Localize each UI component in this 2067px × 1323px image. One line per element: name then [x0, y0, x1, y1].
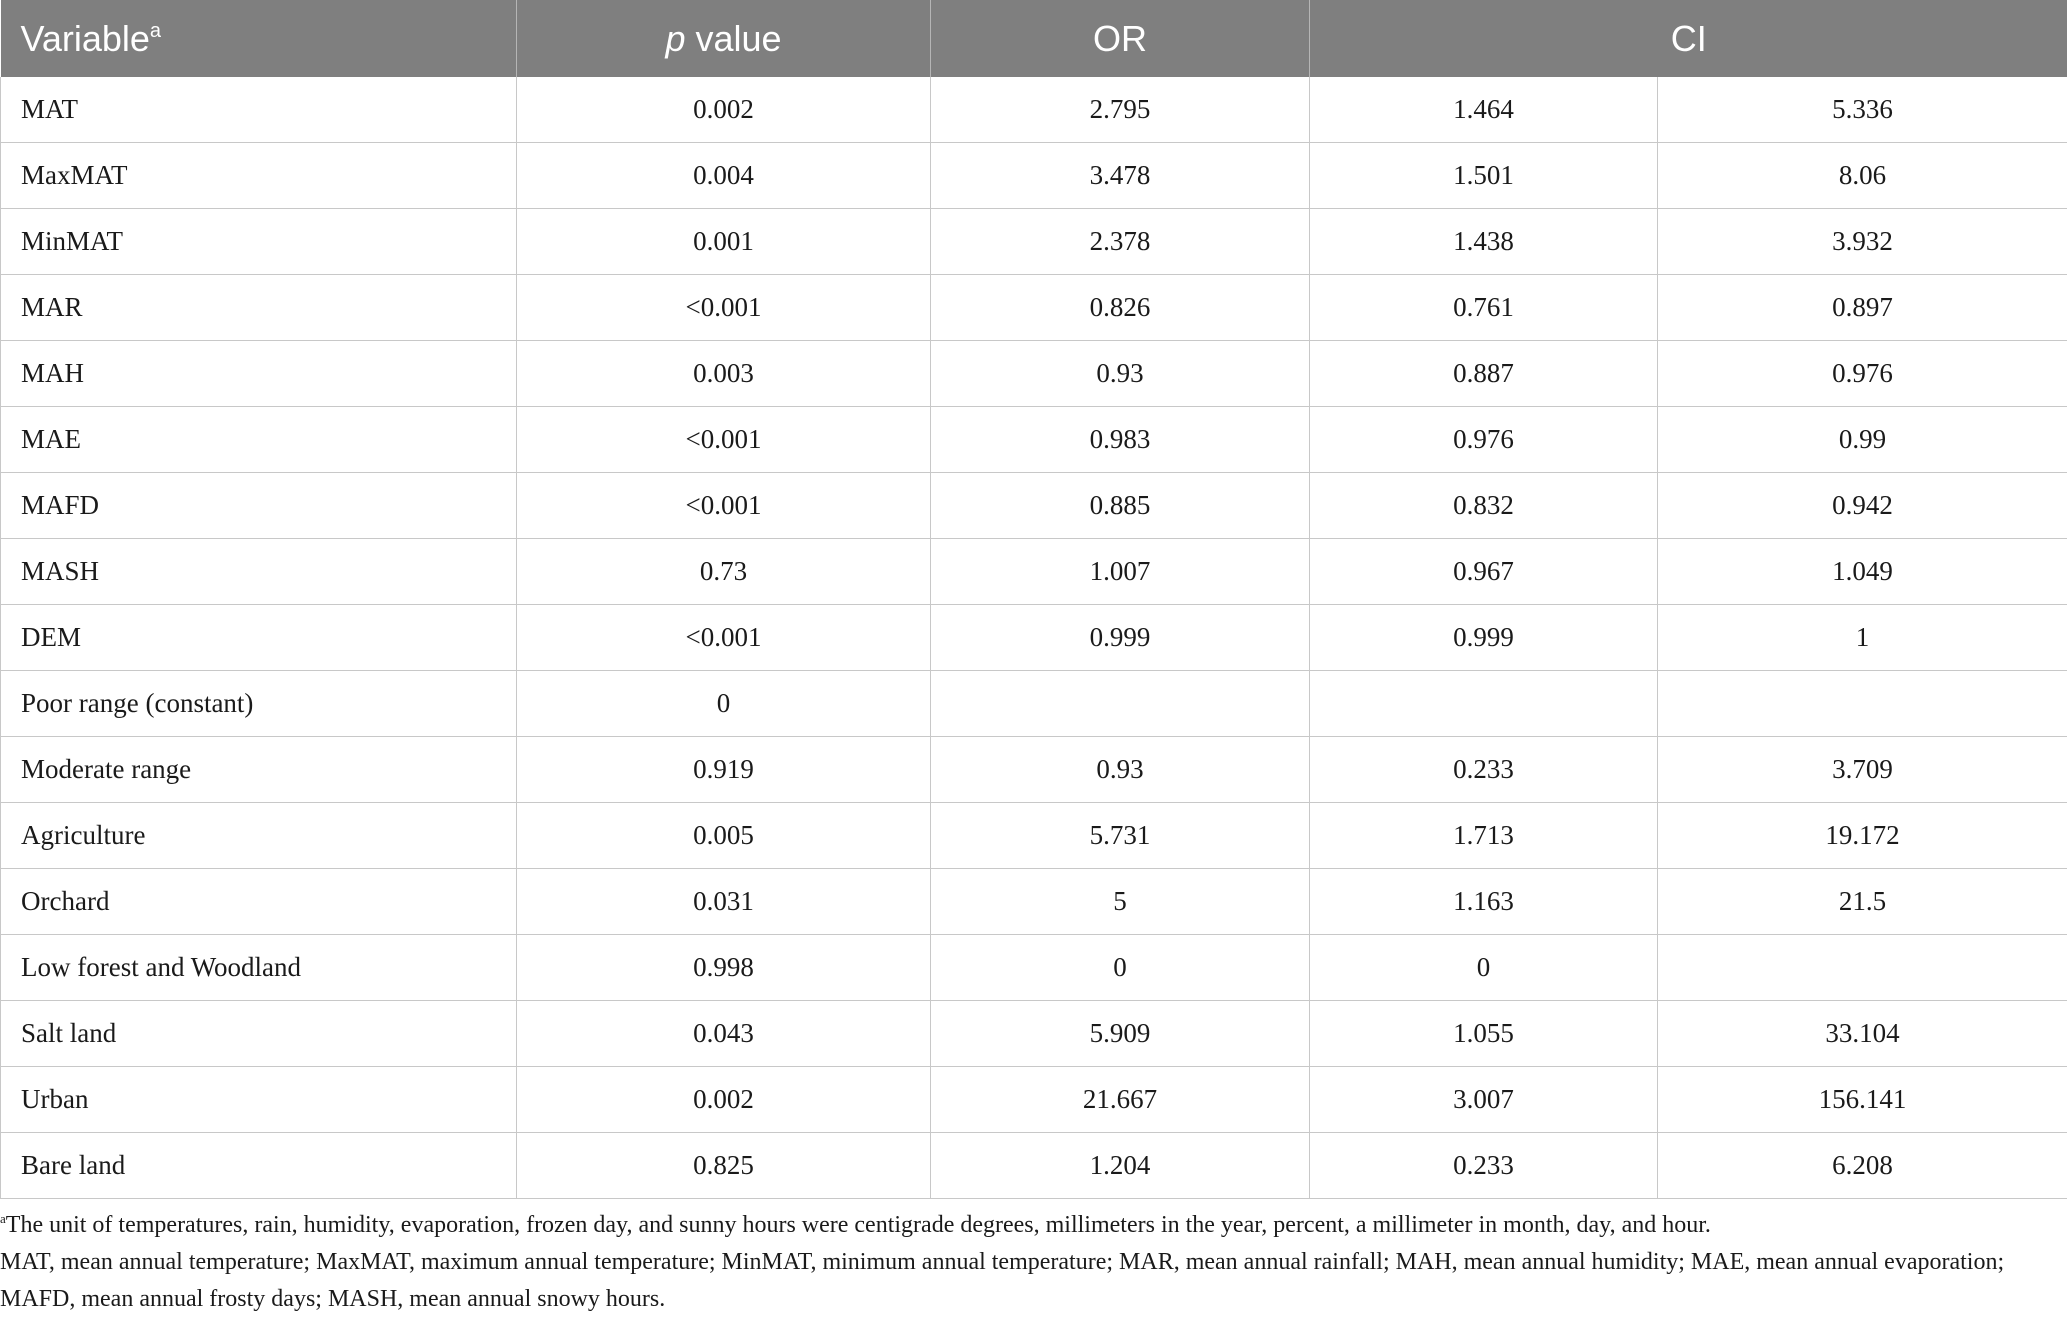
cell-variable: MAE [1, 407, 517, 473]
cell-variable: Orchard [1, 869, 517, 935]
cell-ci-low: 1.713 [1310, 803, 1658, 869]
cell-p-value: 0.031 [517, 869, 931, 935]
cell-ci-low: 1.163 [1310, 869, 1658, 935]
cell-ci-high [1658, 935, 2067, 1001]
table-row [1, 935, 2067, 1001]
cell-p-value: 0.002 [517, 1067, 931, 1133]
footnote-units: $^a$The unit of temperatures, rain, humidity, evaporation, frozen day, and sunny hours were centigrade degrees, millimeters in the year, percent, a millimeter in month, day, and hour. [0, 1211, 1711, 1238]
cell-or: 5.909 [931, 1001, 1310, 1067]
cell-ci-low: 0.761 [1310, 275, 1658, 341]
cell-ci-low [1310, 671, 1658, 737]
cell-variable: MAH [1, 341, 517, 407]
cell-variable: MASH [1, 539, 517, 605]
cell-or: 0.885 [931, 473, 1310, 539]
cell-variable: MAFD [1, 473, 517, 539]
cell-ci-high: 33.104 [1658, 1001, 2067, 1067]
table-row [1, 869, 2067, 935]
cell-or: 0 [931, 935, 1310, 1001]
cell-ci-high: 0.897 [1658, 275, 2067, 341]
cell-ci-low: 0.976 [1310, 407, 1658, 473]
table-row [1, 407, 2067, 473]
table-row [1, 1067, 2067, 1133]
header-or: OR [931, 0, 1310, 77]
cell-or: 2.795 [931, 77, 1310, 143]
cell-ci-high: 8.06 [1658, 143, 2067, 209]
cell-variable: MAR [1, 275, 517, 341]
table-row [1, 275, 2067, 341]
cell-ci-low: 0.887 [1310, 341, 1658, 407]
table-header [1, 0, 2067, 77]
cell-variable: Bare land [1, 1133, 517, 1199]
cell-p-value: 0.998 [517, 935, 931, 1001]
cell-ci-low: 0.233 [1310, 1133, 1658, 1199]
cell-ci-high: 156.141 [1658, 1067, 2067, 1133]
cell-variable: Agriculture [1, 803, 517, 869]
cell-or: 0.93 [931, 737, 1310, 803]
cell-variable: MinMAT [1, 209, 517, 275]
cell-p-value: 0.043 [517, 1001, 931, 1067]
cell-p-value: <0.001 [517, 275, 931, 341]
cell-ci-high: 6.208 [1658, 1133, 2067, 1199]
cell-ci-low: 1.438 [1310, 209, 1658, 275]
cell-ci-high: 1 [1658, 605, 2067, 671]
cell-or: 3.478 [931, 143, 1310, 209]
cell-p-value: 0.002 [517, 77, 931, 143]
cell-ci-high: 3.932 [1658, 209, 2067, 275]
table-row [1, 1133, 2067, 1199]
cell-variable: Low forest and Woodland [1, 935, 517, 1001]
cell-p-value: <0.001 [517, 605, 931, 671]
cell-ci-low: 0.967 [1310, 539, 1658, 605]
cell-ci-low: 3.007 [1310, 1067, 1658, 1133]
cell-variable: MAT [1, 77, 517, 143]
cell-or: 0.826 [931, 275, 1310, 341]
cell-ci-high: 19.172 [1658, 803, 2067, 869]
cell-or: 5 [931, 869, 1310, 935]
cell-p-value: 0.919 [517, 737, 931, 803]
footnotes [0, 1207, 2060, 1318]
cell-ci-high: 0.942 [1658, 473, 2067, 539]
table-row [1, 209, 2067, 275]
cell-variable: Salt land [1, 1001, 517, 1067]
cell-variable: Moderate range [1, 737, 517, 803]
table-row [1, 605, 2067, 671]
table-row [1, 341, 2067, 407]
table-row [1, 803, 2067, 869]
cell-p-value: 0.004 [517, 143, 931, 209]
table-row [1, 671, 2067, 737]
cell-or: 0.999 [931, 605, 1310, 671]
cell-ci-low: 0 [1310, 935, 1658, 1001]
cell-variable: Poor range (constant) [1, 671, 517, 737]
cell-p-value: 0.73 [517, 539, 931, 605]
cell-ci-low: 1.501 [1310, 143, 1658, 209]
cell-ci-high: 3.709 [1658, 737, 2067, 803]
cell-ci-high [1658, 671, 2067, 737]
cell-or: 1.204 [931, 1133, 1310, 1199]
cell-ci-high: 0.976 [1658, 341, 2067, 407]
cell-ci-low: 1.464 [1310, 77, 1658, 143]
header-variable: Variable$^a$ [1, 0, 517, 77]
table-row [1, 539, 2067, 605]
cell-variable: MaxMAT [1, 143, 517, 209]
cell-p-value: 0 [517, 671, 931, 737]
cell-ci-high: 5.336 [1658, 77, 2067, 143]
header-ci: CI [1310, 0, 2067, 77]
table-body [1, 77, 2067, 1199]
cell-or: 5.731 [931, 803, 1310, 869]
cell-p-value: 0.825 [517, 1133, 931, 1199]
cell-p-value: 0.005 [517, 803, 931, 869]
table-row [1, 77, 2067, 143]
table-row [1, 1001, 2067, 1067]
cell-ci-low: 0.999 [1310, 605, 1658, 671]
header-p-value: p value [517, 0, 931, 77]
cell-p-value: <0.001 [517, 473, 931, 539]
cell-ci-low: 1.055 [1310, 1001, 1658, 1067]
cell-ci-low: 0.832 [1310, 473, 1658, 539]
cell-or: 0.983 [931, 407, 1310, 473]
cell-variable: DEM [1, 605, 517, 671]
cell-or: 0.93 [931, 341, 1310, 407]
cell-or: 2.378 [931, 209, 1310, 275]
cell-p-value: <0.001 [517, 407, 931, 473]
footnote-abbreviations: MAT, mean annual temperature; MaxMAT, maximum annual temperature; MinMAT, minimum annual temperature; MAR, mean annual rainfall; MAH, mean annual humidity; MAE, mean annual evaporation; MAFD, mean annual frosty days; MASH, mean annual snowy hours. [0, 1249, 2005, 1312]
cell-p-value: 0.003 [517, 341, 931, 407]
cell-ci-high: 0.99 [1658, 407, 2067, 473]
table-row [1, 737, 2067, 803]
table-row [1, 473, 2067, 539]
cell-p-value: 0.001 [517, 209, 931, 275]
cell-or: 21.667 [931, 1067, 1310, 1133]
cell-ci-high: 1.049 [1658, 539, 2067, 605]
cell-variable: Urban [1, 1067, 517, 1133]
cell-or [931, 671, 1310, 737]
cell-ci-low: 0.233 [1310, 737, 1658, 803]
cell-ci-high: 21.5 [1658, 869, 2067, 935]
table-row [1, 143, 2067, 209]
cell-or: 1.007 [931, 539, 1310, 605]
